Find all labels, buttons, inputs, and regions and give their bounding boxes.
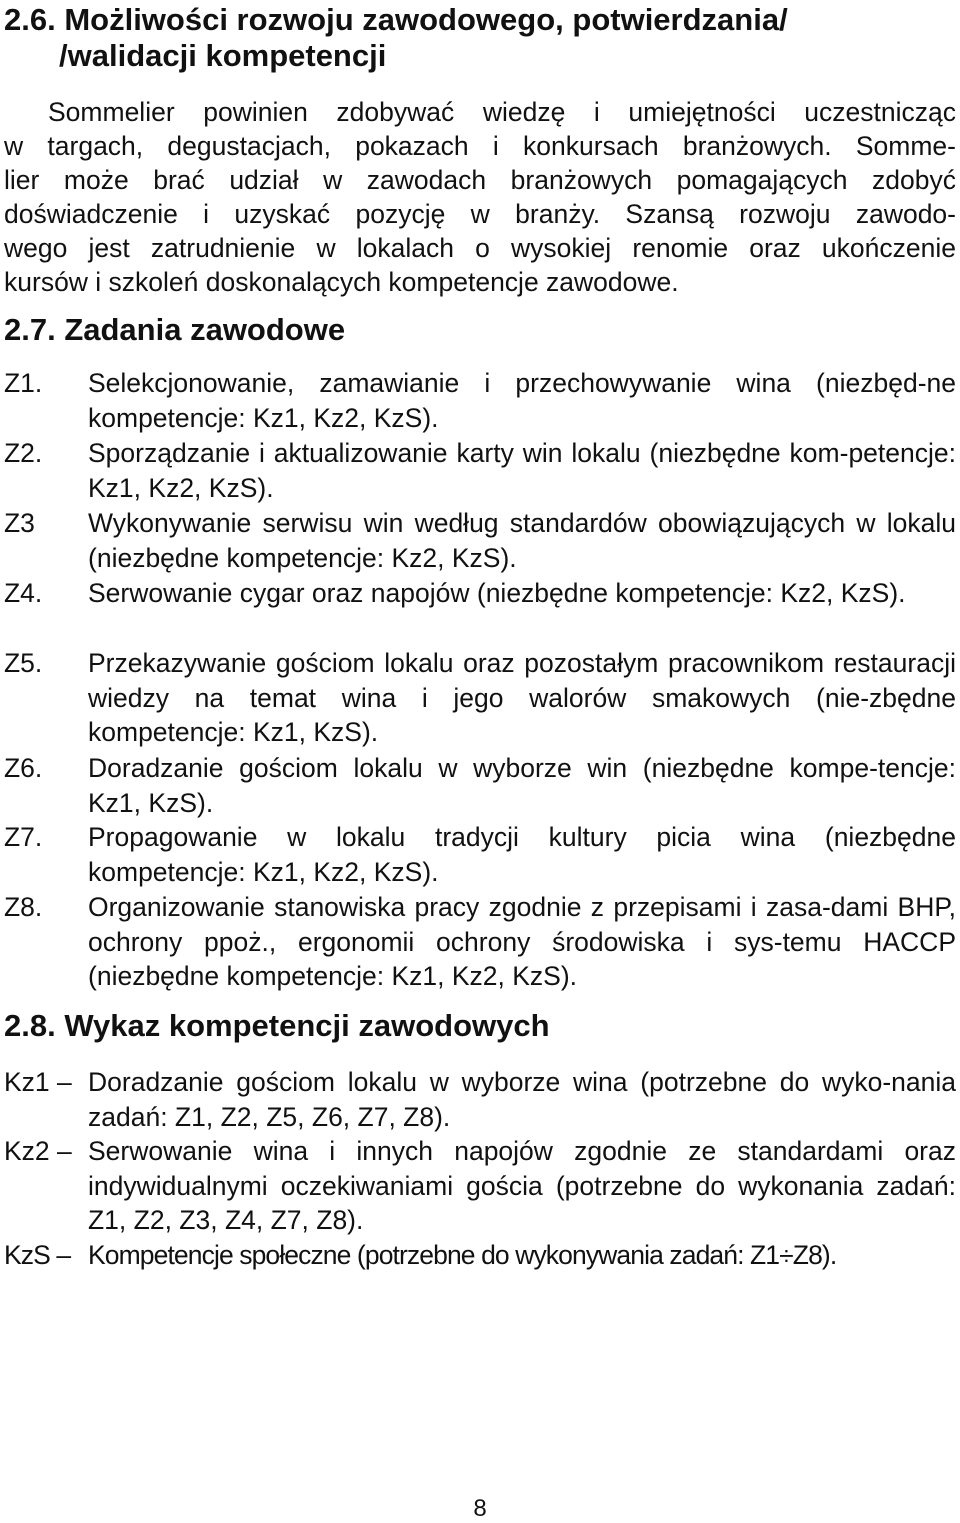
task-text: Serwowanie cygar oraz napojów (niezbędne kompetencje: Kz2, KzS). [88,578,906,608]
competence-label: Kz2 – [4,1136,72,1166]
competence-label: KzS – [4,1240,71,1270]
task-item [0,506,958,575]
competence-text-after: Z8). [792,1240,837,1270]
competence-text: Serwowanie wina i innych napojów zgodnie ze standardami oraz indywidualnymi oczekiwaniami gościa (potrzebne do wykonania zadań: Z1, Z2, Z3, Z4, Z7, Z8). [88,1136,956,1235]
competence-text [88,1238,956,1273]
task-item [0,436,958,505]
task-item [0,366,958,435]
section-2-7-heading: 2.7. Zadania zawodowe [4,312,346,347]
task-text: Selekcjonowanie, zamawianie i przechowywanie wina (niezbęd-ne kompetencje: Kz1, Kz2, KzS). [88,368,956,433]
section-2-6-heading-cont [59,38,386,74]
task-label: Z5. [4,648,43,678]
section-2-6-heading [4,2,788,38]
paragraph-line: doświadczenie i uzyskać pozycję w branży. Szansą rozwoju zawodo- [4,199,956,229]
section-2-6-heading-line1: 2.6. Możliwości rozwoju zawodowego, potwierdzania/ [4,2,788,37]
competence-text: Doradzanie gościom lokalu w wyborze wina (potrzebne do wyko-nania zadań: Z1, Z2, Z5, Z6, Z7, Z8). [88,1067,956,1132]
task-text: Doradzanie gościom lokalu w wyborze win (niezbędne kompe-tencje: Kz1, KzS). [88,753,956,818]
paragraph-line: w targach, degustacjach, pokazach i konkursach branżowych. Somme- [4,131,956,161]
competence-item [0,1134,958,1238]
task-label: Z3 [4,508,35,538]
task-label: Z1. [4,368,43,398]
section-2-6-heading-line2: /walidacji kompetencji [59,38,387,73]
task-text: Propagowanie w lokalu tradycji kultury picia wina (niezbędne kompetencje: Kz1, Kz2, KzS). [88,822,956,887]
paragraph-line: Sommelier powinien zdobywać wiedzę i umiejętności uczestnicząc [48,97,956,127]
task-label: Z8. [4,892,43,922]
task-label: Z7. [4,822,43,852]
paragraph-line: lier może brać udział w zawodach branżowych pomagających zdobyć [4,165,956,195]
section-2-8-heading: 2.8. Wykaz kompetencji zawodowych [4,1008,550,1043]
task-label: Z4. [4,578,43,608]
competence-item [0,1238,958,1273]
competence-text-before: Kompetencje społeczne (potrzebne do wykonywania zadań: Z1 [88,1240,780,1270]
task-text: Sporządzanie i aktualizowanie karty win lokalu (niezbędne kom-petencje: Kz1, Kz2, KzS). [88,438,956,503]
paragraph-line: wego jest zatrudnienie w lokalach o wysokiej renomie oraz ukończenie [4,233,956,263]
task-item [0,820,958,889]
divide-symbol: ÷ [779,1241,793,1271]
paragraph-line: kursów i szkoleń doskonalących kompetencje zawodowe. [4,267,679,297]
task-label: Z6. [4,753,43,783]
task-item [0,576,958,611]
task-item [0,646,958,750]
task-text: Wykonywanie serwisu win według standardów obowiązujących w lokalu (niezbędne kompetencje: Kz2, KzS). [88,508,956,573]
task-item [0,890,958,994]
competence-item [0,1065,958,1134]
task-item [0,751,958,820]
competence-label: Kz1 – [4,1067,72,1097]
task-label: Z2. [4,438,43,468]
task-text: Organizowanie stanowiska pracy zgodnie z przepisami i zasa-dami BHP, ochrony ppoż., ergonomii ochrony środowiska i sys-temu HACCP (niezbędne kompetencje: Kz1, Kz2, KzS). [88,892,956,991]
task-text: Przekazywanie gościom lokalu oraz pozostałym pracownikom restauracji wiedzy na temat wina i jego walorów smakowych (nie-zbędne kompetencje: Kz1, KzS). [88,648,956,747]
page-number: 8 [473,1495,487,1522]
